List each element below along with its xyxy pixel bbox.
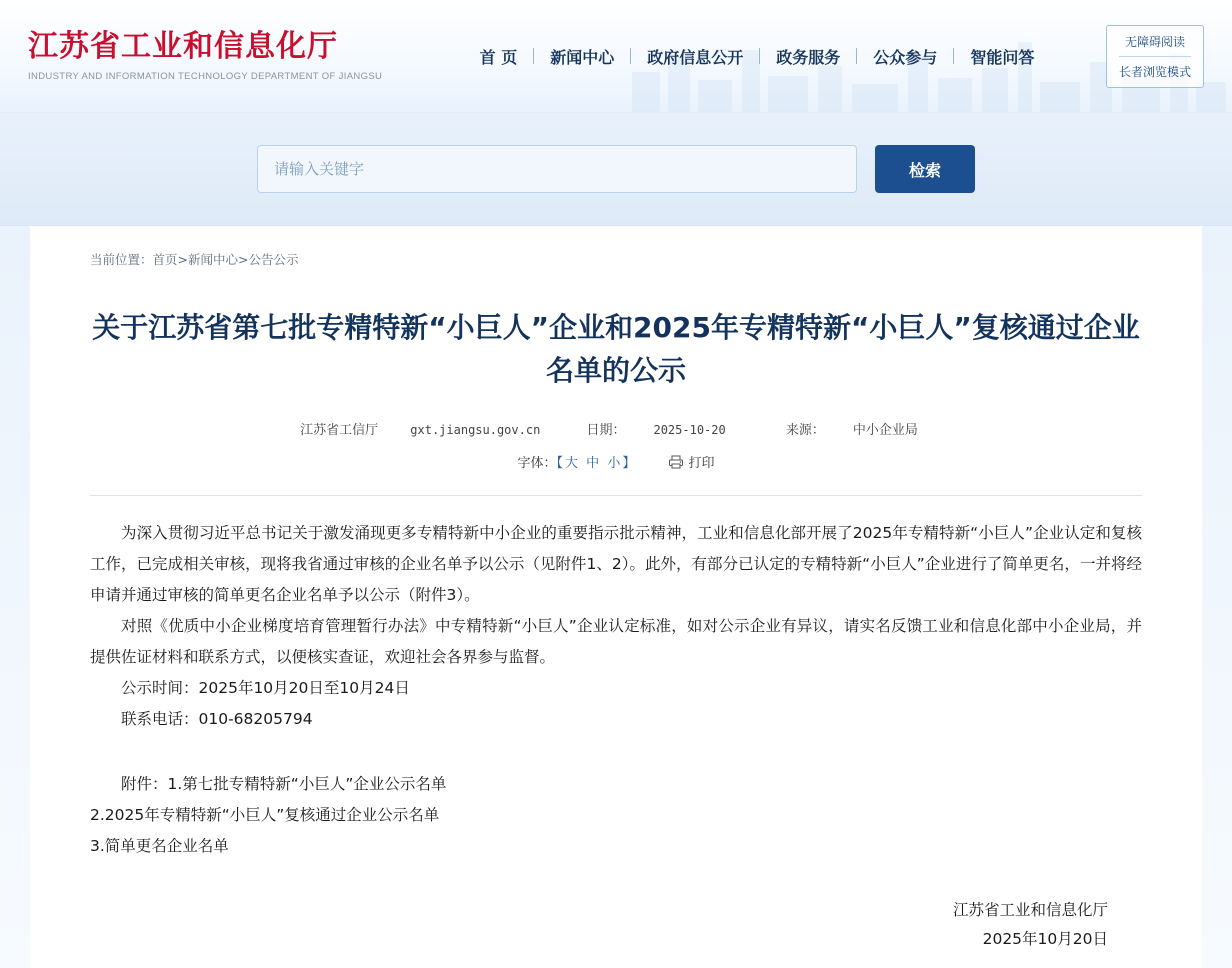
article-meta	[90, 419, 1142, 438]
font-size-selector[interactable]: 【 大 中 小 】	[556, 455, 636, 471]
meta-date: 日期： 2025-10-20	[586, 422, 726, 438]
site-header	[0, 0, 1232, 113]
nav-item-public-participation[interactable]: 公众参与	[873, 47, 938, 67]
content-divider	[90, 495, 1142, 496]
signature-block	[90, 896, 1142, 955]
page-background-left	[0, 226, 30, 968]
font-size-large[interactable]: 大	[565, 455, 579, 471]
nav-item-smart-qa[interactable]: 智能问答	[970, 47, 1035, 67]
article-body	[90, 518, 1142, 862]
print-label[interactable]: 打印	[688, 455, 715, 471]
logo-title-en: INDUSTRY AND INFORMATION TECHNOLOGY DEPARTMENT OF JIANGSU	[28, 71, 383, 83]
nav-item-services[interactable]: 政务服务	[776, 47, 841, 67]
attachments-label: 附件：	[121, 774, 168, 793]
search-band	[0, 113, 1232, 226]
paragraph-1: 为深入贯彻习近平总书记关于激发涌现更多专精特新中小企业的重要指示批示精神，工业和信息化部开展了2025年专精特新“小巨人”企业认定和复核工作，已完成相关审核，现将我省通过审核的企业名单予以公示（见附件1、2）。此外，有部分已认定的专精特新“小巨人”企业进行了简单更名，一并将经申请并通过审核的简单更名企业名单予以公示（附件3）。	[90, 523, 1142, 604]
breadcrumb[interactable]: 当前位置：首页>新闻中心>公告公示	[90, 252, 299, 267]
nav-item-home[interactable]: 首 页	[479, 47, 518, 67]
signature-date: 2025年10月20日	[982, 930, 1108, 949]
paragraph-2: 对照《优质中小企业梯度培育管理暂行办法》中专精特新“小巨人”企业认定标准，如对公示企业有异议，请实名反馈工业和信息化部中小企业局，并提供佐证材料和联系方式，以便核实查证，欢迎社会各界参与监督。	[90, 616, 1142, 666]
page-title: 关于江苏省第七批专精特新“小巨人”企业和2025年专精特新“小巨人”复核通过企业名单的公示	[92, 311, 1140, 388]
meta-site-url: gxt.jiangsu.gov.cn	[410, 422, 541, 437]
meta-department: 江苏省工信厅	[300, 422, 379, 438]
signature-organization: 江苏省工业和信息化厅	[952, 900, 1108, 919]
font-size-medium[interactable]: 中	[586, 455, 600, 471]
accessibility-divider	[1119, 56, 1191, 57]
search-button[interactable]: 检索	[875, 145, 975, 193]
font-size-small[interactable]: 小	[607, 455, 621, 471]
article-tools	[90, 452, 1142, 473]
nav-item-news[interactable]: 新闻中心	[550, 47, 615, 67]
attachment-item-1[interactable]: 附件：1.第七批专精特新“小巨人”企业公示名单	[121, 774, 447, 793]
font-size-label: 字体：	[517, 455, 557, 471]
accessibility-toggle[interactable]	[1106, 25, 1204, 88]
meta-origin: 来源： 中小企业局	[785, 422, 918, 438]
accessibility-reading-label[interactable]: 无障碍阅读	[1124, 34, 1185, 49]
nav-item-government-info[interactable]: 政府信息公开	[647, 47, 744, 67]
logo-title-cn: 江苏省工业和信息化厅	[28, 28, 338, 64]
attachment-item-3[interactable]: 3.简单更名企业名单	[90, 836, 229, 855]
paragraph-4: 联系电话：010-68205794	[121, 709, 313, 728]
attachments-block	[90, 769, 1142, 862]
page-background-right	[1202, 226, 1232, 968]
paragraph-3: 公示时间：2025年10月20日至10月24日	[121, 678, 410, 697]
page-body	[0, 226, 1232, 968]
print-button[interactable]	[668, 456, 715, 471]
site-logo[interactable]	[28, 30, 408, 83]
main-navigation	[408, 45, 1106, 68]
search-input[interactable]	[257, 145, 857, 193]
content-card	[30, 226, 1202, 968]
printer-icon	[668, 455, 684, 473]
attachment-item-2[interactable]: 2.2025年专精特新“小巨人”复核通过企业公示名单	[90, 805, 440, 824]
elder-mode-label[interactable]: 长者浏览模式	[1118, 64, 1191, 79]
